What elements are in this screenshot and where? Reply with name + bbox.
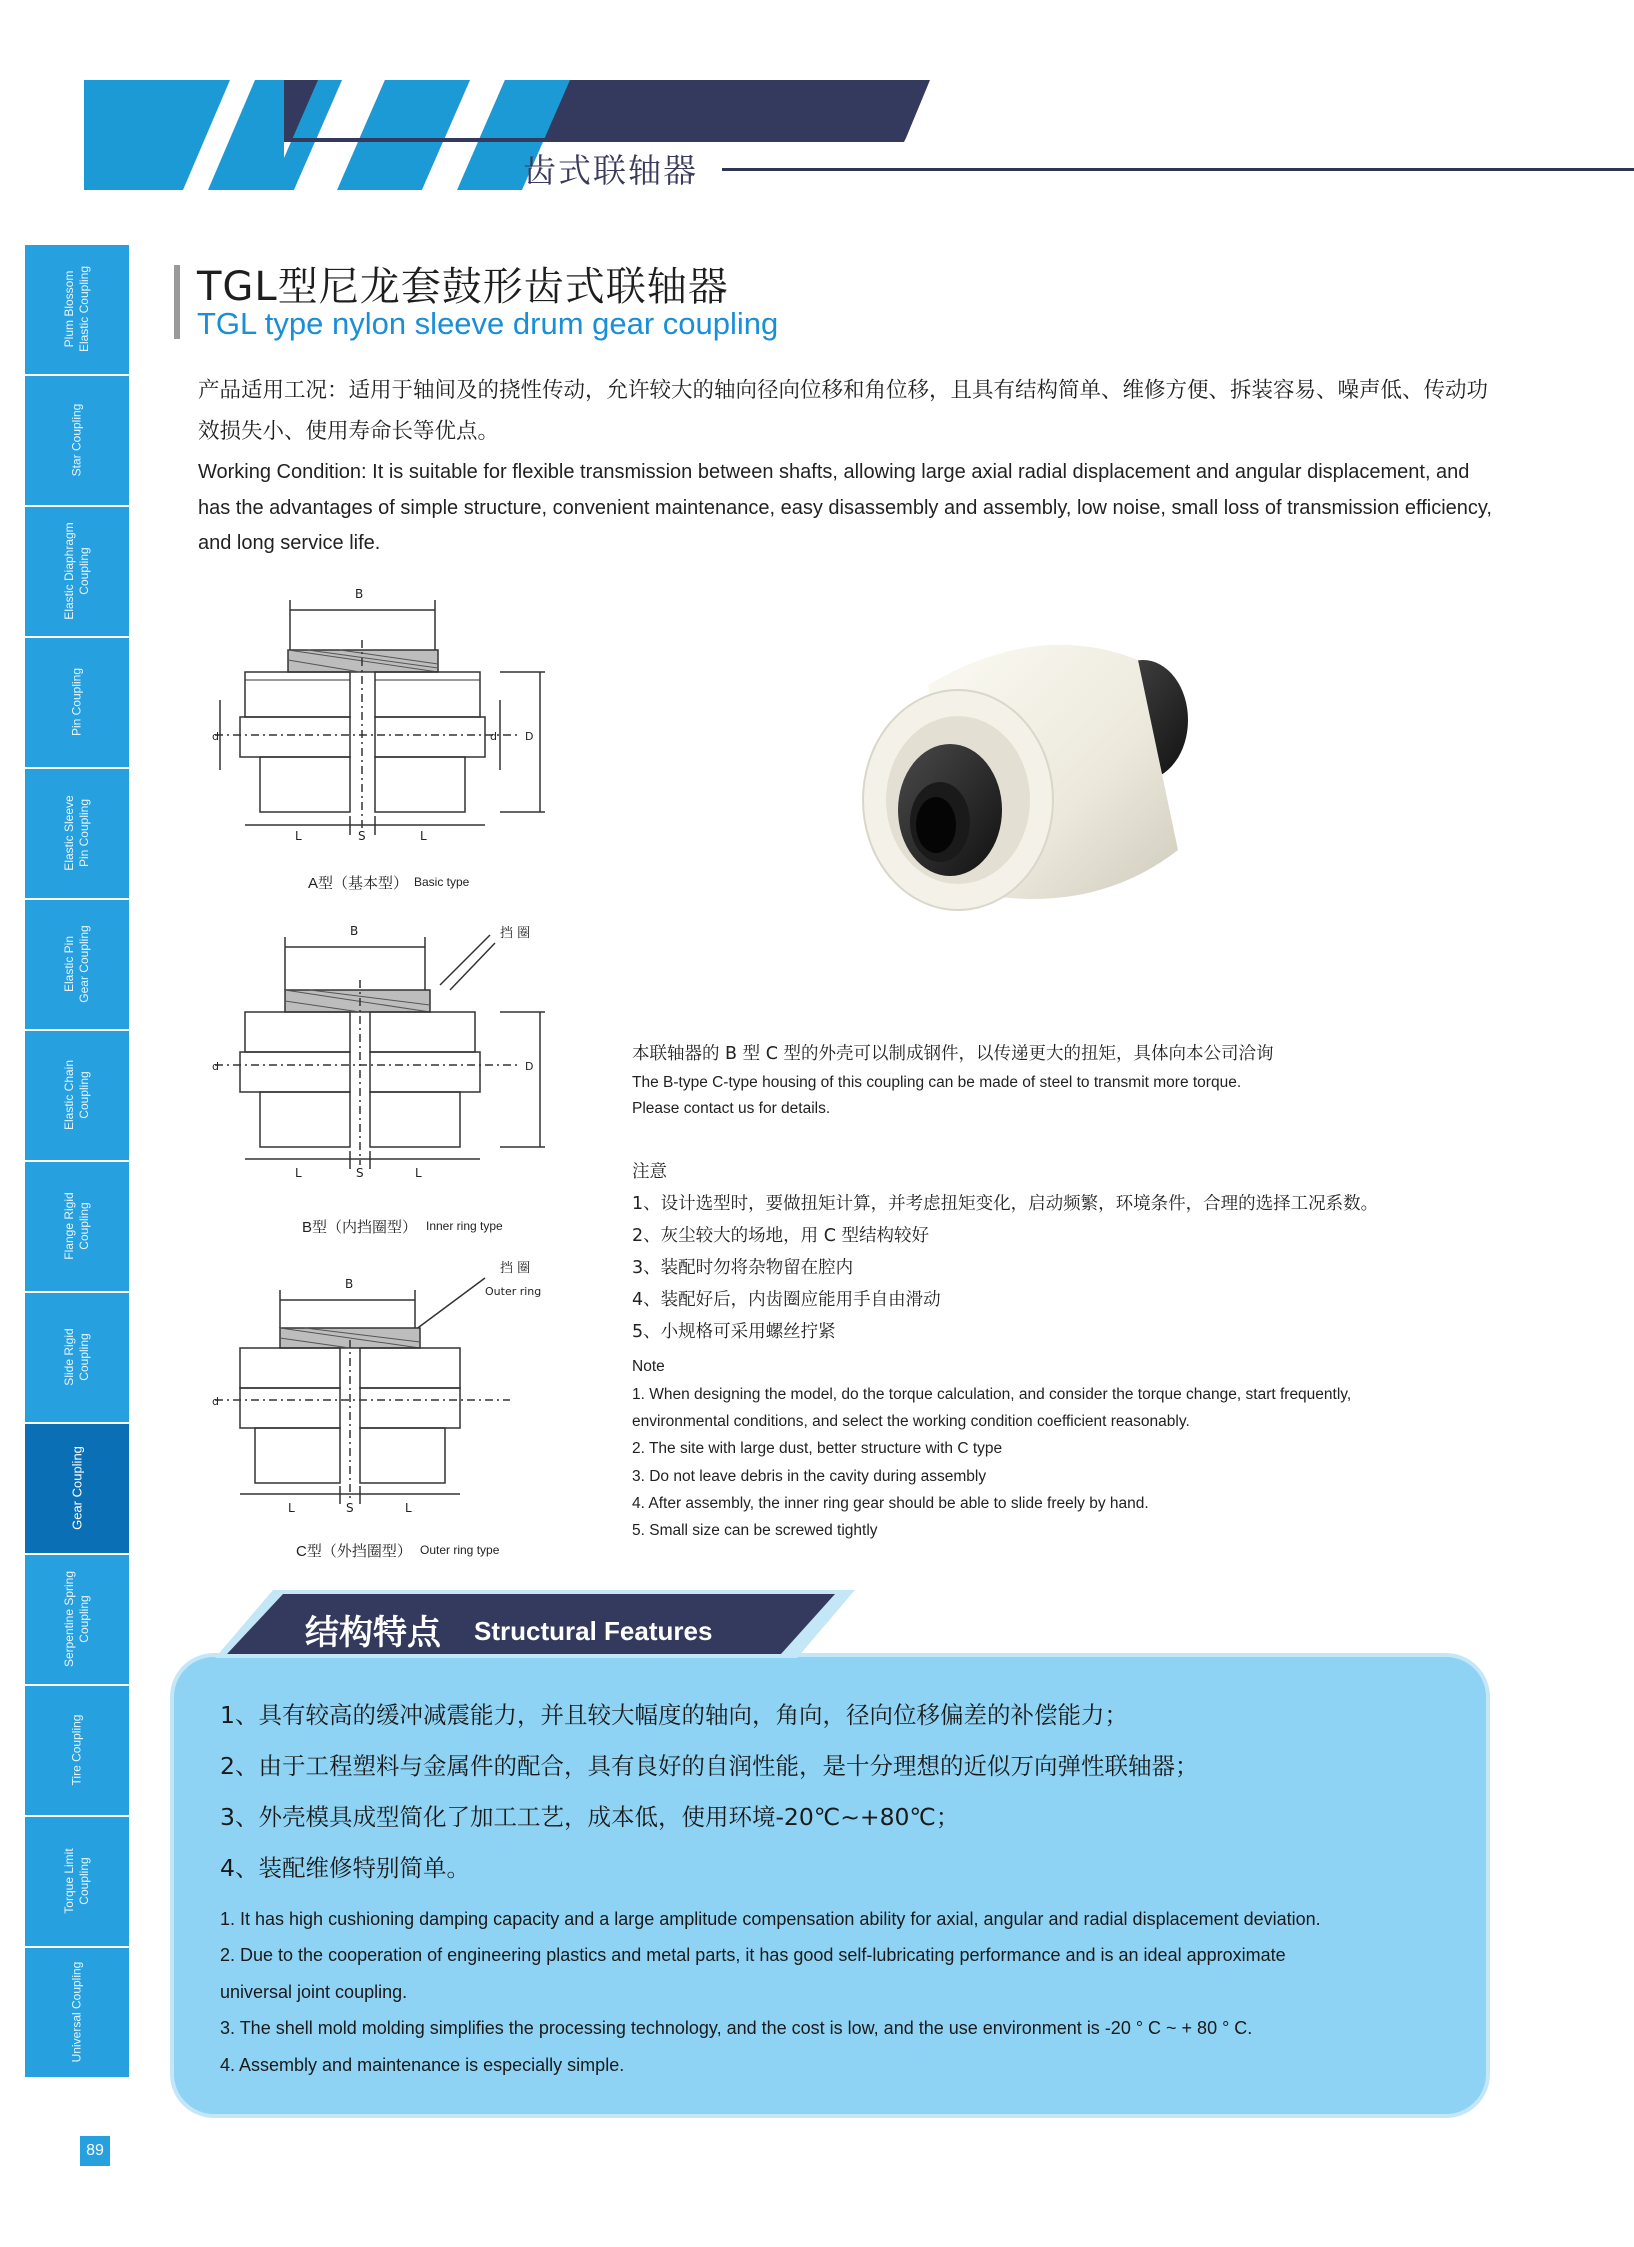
notes-heading-cn: 注意 [632, 1162, 667, 1182]
note-item-en: 4. After assembly, the inner ring gear should be able to slide freely by hand. [632, 1495, 1149, 1512]
header-rule [722, 168, 1634, 171]
sidebar-item-label: Elastic Diaphragm Coupling [62, 522, 91, 620]
feature-item-en: 1. It has high cushioning damping capacity and a large amplitude compensation ability for axial, angular and radial displacement deviation. [220, 1909, 1321, 1929]
note-item-en: 3. Do not leave debris in the cavity during assembly [632, 1468, 987, 1485]
note-item-cn: 3、装配时勿将杂物留在腔内 [632, 1258, 854, 1278]
features-title-en: Structural Features [474, 1616, 713, 1646]
note-item-en: environmental conditions, and select the working condition coefficient reasonably. [632, 1413, 1190, 1430]
drawing-type-a [200, 580, 570, 890]
housing-note-en-2: Please contact us for details. [632, 1100, 831, 1117]
sidebar-item-label: Gear Coupling [69, 1446, 85, 1530]
drawing-a-caption-cn: A型（基本型） [308, 875, 409, 892]
dim-s-label: S [358, 829, 366, 843]
page-number: 89 [80, 2136, 110, 2166]
sidebar-item-label: Elastic Pin Gear Coupling [62, 925, 91, 1003]
title-accent-bar [174, 265, 180, 339]
note-item-cn: 4、装配好后，内齿圈应能用手自由滑动 [632, 1290, 941, 1310]
section-title: 齿式联轴器 [523, 151, 698, 190]
ring-label: 挡 圈 [500, 926, 531, 941]
working-condition-cn: 产品适用工况：适用于轴间及的挠性传动，允许较大的轴向径向位移和角位移，且具有结构简单、维修方便、拆装容易、噪声低、传动功效损失小、使用寿命长等优点。 [198, 378, 1489, 444]
note-item-cn: 1、设计选型时，要做扭矩计算，并考虑扭矩变化，启动频繁，环境条件，合理的选择工况系数。 [632, 1194, 1379, 1214]
sidebar-item-flange-rigid[interactable] [25, 1162, 129, 1291]
sidebar-item-elastic-sleeve-pin[interactable] [25, 769, 129, 898]
sidebar-item-elastic-pin-gear[interactable] [25, 900, 129, 1029]
sidebar-item-pin[interactable] [25, 638, 129, 767]
dim-l-label-right: L [405, 1501, 412, 1515]
category-sidebar [25, 245, 129, 2081]
sidebar-item-gear[interactable] [25, 1424, 129, 1553]
sidebar-item-label: Elastic Chain Coupling [62, 1059, 91, 1131]
feature-item-cn: 2、由于工程塑料与金属件的配合，具有良好的自润性能，是十分理想的近似万向弹性联轴器； [220, 1752, 1199, 1780]
note-item-cn: 5、小规格可采用螺丝拧紧 [632, 1322, 836, 1342]
dim-l-label: L [295, 829, 302, 843]
sidebar-item-star[interactable] [25, 376, 129, 505]
sidebar-item-torque-limit[interactable] [25, 1817, 129, 1946]
dim-b-label: B [355, 587, 364, 601]
notes-heading-en: Note [632, 1358, 665, 1375]
note-item-en: 2. The site with large dust, better structure with C type [632, 1440, 1003, 1457]
sidebar-item-plum-blossom[interactable] [25, 245, 129, 374]
housing-note-cn: 本联轴器的 B 型 C 型的外壳可以制成钢件，以传递更大的扭矩，具体向本公司洽询 [632, 1044, 1274, 1064]
product-photo [838, 600, 1228, 970]
feature-item-cn: 1、具有较高的缓冲减震能力，并且较大幅度的轴向，角向，径向位移偏差的补偿能力； [220, 1701, 1128, 1729]
drawing-type-c [200, 1250, 570, 1550]
dim-d-label: d [212, 1395, 219, 1408]
feature-item-en: 4. Assembly and maintenance is especially simple. [220, 2055, 625, 2075]
dim-d-label: d [212, 1060, 219, 1073]
sidebar-item-label: Elastic Sleeve Pin Coupling [62, 795, 91, 871]
sidebar-item-label: Universal Coupling [69, 1961, 84, 2063]
housing-note-en-1: The B-type C-type housing of this coupling can be made of steel to transmit more torque. [632, 1074, 1242, 1091]
product-title-cn: TGL型尼龙套鼓形齿式联轴器 [197, 264, 729, 310]
product-title-en: TGL type nylon sleeve drum gear coupling [197, 306, 779, 341]
dim-outer-d-label: D [525, 1060, 534, 1073]
sidebar-item-label: Flange Rigid Coupling [62, 1192, 91, 1260]
note-item-cn: 2、灰尘较大的场地，用 C 型结构较好 [632, 1226, 929, 1246]
drawing-b-caption-en: Inner ring type [426, 1219, 503, 1233]
ring-label-cn: 挡 圈 [500, 1261, 531, 1276]
drawing-a-caption-en: Basic type [414, 875, 470, 889]
sidebar-item-label: Serpentine Spring Coupling [62, 1570, 91, 1668]
dim-d-label-right: d [490, 730, 497, 743]
dim-l-label: L [288, 1501, 295, 1515]
feature-item-en: universal joint coupling. [220, 1982, 408, 2002]
sidebar-item-label: Star Coupling [69, 403, 84, 477]
dim-s-label: S [356, 1166, 364, 1180]
feature-item-en: 3. The shell mold molding simplifies the processing technology, and the cost is low, and the use environment is -20 ° C ~ + 80 ° C. [220, 2018, 1253, 2038]
dim-b-label: B [345, 1277, 354, 1291]
feature-item-en: 2. Due to the cooperation of engineering plastics and metal parts, it has good self-lubricating performance and is an ideal approximate [220, 1945, 1286, 1965]
dim-d-label: d [212, 730, 219, 743]
ring-label-en: Outer ring [485, 1285, 542, 1298]
sidebar-item-elastic-diaphragm[interactable] [25, 507, 129, 636]
drawing-b-caption-cn: B型（内挡圈型） [302, 1219, 418, 1236]
dim-l-label: L [295, 1166, 302, 1180]
feature-item-cn: 3、外壳模具成型简化了加工工艺，成本低，使用环境-20℃~+80℃； [220, 1803, 960, 1831]
drawing-c-caption-en: Outer ring type [420, 1543, 500, 1557]
sidebar-item-elastic-chain[interactable] [25, 1031, 129, 1160]
note-item-en: 1. When designing the model, do the torque calculation, and consider the torque change, start frequently, [632, 1386, 1352, 1403]
dim-outer-d-label: D [525, 730, 534, 743]
working-condition-en: Working Condition: It is suitable for flexible transmission between shafts, allowing large axial radial displacement and angular displacement, and has the advantages of simple structure, convenient maintenance, easy disassembly and assembly, low noise, small loss of transmission efficiency, and long service life. [198, 461, 1492, 554]
drawing-type-b [200, 915, 570, 1215]
sidebar-item-label: Slide Rigid Coupling [62, 1328, 91, 1386]
dim-l-label-right: L [420, 829, 427, 843]
sidebar-item-label: Torque Limit Coupling [62, 1848, 91, 1914]
note-item-en: 5. Small size can be screwed tightly [632, 1522, 878, 1539]
sidebar-item-label: Pin Coupling [69, 667, 84, 737]
dim-l-label-right: L [415, 1166, 422, 1180]
sidebar-item-serpentine-spring[interactable] [25, 1555, 129, 1684]
feature-item-cn: 4、装配维修特别简单。 [220, 1854, 470, 1882]
features-title-cn: 结构特点 [305, 1613, 441, 1653]
sidebar-item-label: Tire Coupling [69, 1714, 84, 1786]
drawing-c-caption-cn: C型（外挡圈型） [296, 1543, 412, 1560]
sidebar-item-tire[interactable] [25, 1686, 129, 1815]
dim-b-label: B [350, 924, 359, 938]
dim-s-label: S [346, 1501, 354, 1515]
sidebar-item-label: Plum Blossom Elastic Coupling [62, 265, 91, 353]
sidebar-item-universal[interactable] [25, 1948, 129, 2077]
sidebar-item-slide-rigid[interactable] [25, 1293, 129, 1422]
